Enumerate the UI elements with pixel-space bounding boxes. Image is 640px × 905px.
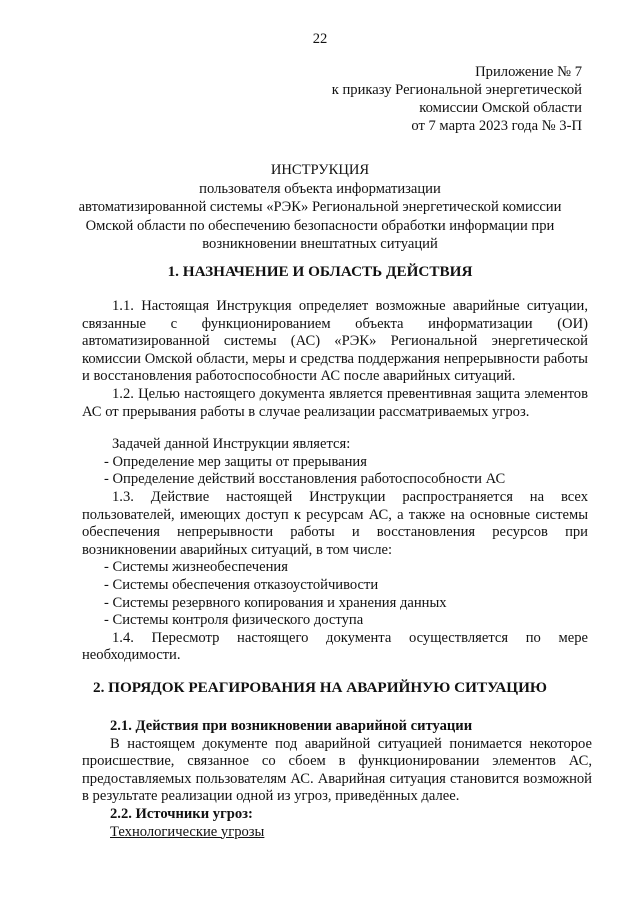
list-item: - Системы резервного копирования и хранения данных xyxy=(104,594,447,611)
appendix-line-2: к приказу Региональной энергетической xyxy=(331,82,582,98)
list-item: - Определение действий восстановления работоспособности АС xyxy=(104,471,506,488)
tech-threats-line xyxy=(82,824,592,842)
systems-list xyxy=(82,559,588,629)
paragraph-2-1: В настоящем документе под аварийной ситуацией понимается некоторое происшествие, связанное со сбоем в функционировании элементов АС, предоставляемых пользователям АС. Аварийная ситуация становится возможной в результате реализации одной из угроз, приведённых далее. xyxy=(82,735,592,805)
appendix-line-4: от 7 марта 2023 года № 3-П xyxy=(411,118,582,134)
tasks-list xyxy=(82,454,588,489)
tasks-intro: Задачей данной Инструкции является: xyxy=(112,436,351,453)
paragraph-1-2: 1.2. Целью настоящего документа является превентивная защита элементов АС от прерывания работы в случае реализации рассматриваемых угроз. xyxy=(82,385,588,420)
tech-threats-label: Технологические угрозы xyxy=(110,823,265,840)
paragraph-1-3: 1.3. Действие настоящей Инструкции распространяется на всех пользователей, имеющих доступ к ресурсам АС, а также на основные системы обеспечения непрерывности работы и восстановления ресурсов при возникновении аварийных ситуаций, в том числе: xyxy=(82,488,588,558)
title-line-1: пользователя объекта информатизации xyxy=(199,180,441,197)
section-1-heading: 1. НАЗНАЧЕНИЕ И ОБЛАСТЬ ДЕЙСТВИЯ xyxy=(167,263,473,280)
paragraph-1-1: 1.1. Настоящая Инструкция определяет возможные аварийные ситуации, связанные с функционированием объекта информатизации (ОИ) автоматизированной системы (АС) «РЭК» Региональной энергетической комиссии Омской области, меры и средства поддержания непрерывности работы и восстановления работоспособности АС после аварийных ситуаций. xyxy=(82,298,588,385)
section-2-heading: 2. ПОРЯДОК РЕАГИРОВАНИЯ НА АВАРИЙНУЮ СИТУАЦИЮ xyxy=(92,679,548,696)
list-item: - Системы контроля физического доступа xyxy=(104,612,364,629)
section-1-body xyxy=(82,298,588,665)
appendix-line-3: комиссии Омской области xyxy=(419,100,582,116)
list-item: - Системы обеспечения отказоустойчивости xyxy=(104,576,379,593)
subsection-2-1-heading: 2.1. Действия при возникновении аварийной ситуации xyxy=(110,718,473,734)
page-number: 22 xyxy=(312,31,328,47)
list-item: - Системы жизнеобеспечения xyxy=(104,559,288,576)
appendix-header xyxy=(332,63,582,135)
title-line-4: возникновении внештатных ситуаций xyxy=(202,236,438,252)
title-line-3: Омской области по обеспечению безопасности обработки информации при xyxy=(85,217,555,234)
subsection-2-2-heading: 2.2. Источники угроз: xyxy=(110,805,253,822)
title-word: ИНСТРУКЦИЯ xyxy=(270,162,370,178)
list-item: - Определение мер защиты от прерывания xyxy=(104,453,367,470)
document-title xyxy=(0,161,640,254)
paragraph-1-4: 1.4. Пересмотр настоящего документа осуществляется по мере необходимости. xyxy=(82,629,588,664)
title-line-2: автоматизированной системы «РЭК» Региональной энергетической комиссии xyxy=(78,199,562,215)
section-2-body xyxy=(82,718,592,841)
appendix-line-1: Приложение № 7 xyxy=(475,64,582,80)
